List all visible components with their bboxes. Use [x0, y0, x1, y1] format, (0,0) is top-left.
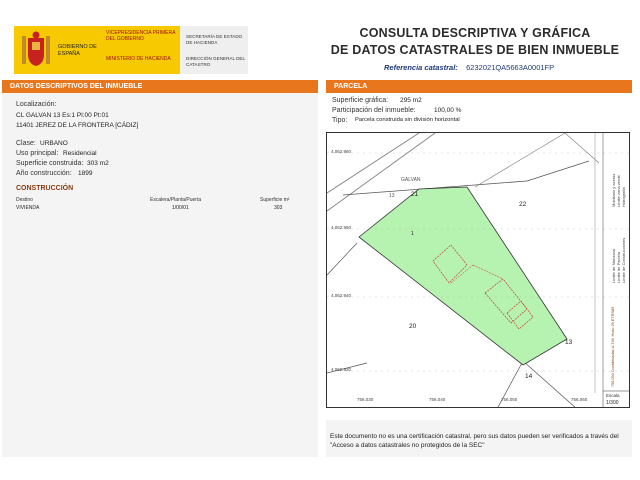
y-tick: 4.062.950 [331, 225, 352, 230]
location-label: Localización: [16, 101, 57, 108]
location-line-1: CL GALVAN 13 Es:1 Pl:00 Pt:01 [16, 112, 109, 119]
cadastral-reference-label: Referencia catastral: [384, 63, 458, 72]
x-tick: 756.060 [571, 397, 588, 402]
legend-item: Mobiliario y aceras [611, 173, 616, 207]
built-area-value: 303 m2 [87, 160, 109, 167]
coat-of-arms-icon [20, 30, 52, 70]
x-tick: 756.040 [429, 397, 446, 402]
title-line-2: DE DATOS CATASTRALES DE BIEN INMUEBLE [330, 43, 620, 57]
descriptive-data-header: DATOS DESCRIPTIVOS DEL INMUEBLE [2, 80, 318, 93]
participation-value: 100,00 % [434, 107, 462, 114]
built-area-label: Superficie construida: [16, 160, 84, 167]
type-value: Parcela construida sin división horizontal [355, 117, 460, 123]
disclaimer-note: Este documento no es una certificación catastral, pero sus datos pueden ser verificados a través del "Acceso a datos catastrales no protegidos de la SEC" [330, 433, 619, 449]
scale-label: Escala [606, 393, 620, 398]
class-value: URBANO [40, 140, 68, 147]
construction-section-title: CONSTRUCCIÓN [16, 185, 74, 192]
vicepresidency-name: VICEPRESIDENCIA PRIMERA DEL GOBIERNO [106, 30, 176, 42]
table-row-stair-floor-door: 1/00/01 [172, 205, 189, 211]
table-header-stair-floor-door: Escalera/Planta/Puerta [150, 197, 202, 203]
parcel-label-21: 21 [411, 191, 419, 198]
title-line-1: CONSULTA DESCRIPTIVA Y GRÁFICA [359, 26, 591, 40]
page-title [330, 25, 620, 59]
parcel-label-22: 22 [519, 201, 527, 208]
scale-value: 1/300 [606, 400, 619, 406]
directorate-name: DIRECCIÓN GENERAL DEL CATASTRO [186, 56, 245, 67]
legend-item: Límite de Manzana [611, 248, 616, 283]
street-number: 13 [389, 193, 395, 199]
use-value: Residencial [63, 150, 97, 157]
y-tick: 4.062.940 [331, 293, 352, 298]
legend-item: Límite zona verde [616, 175, 621, 207]
y-tick: 4.062.930 [331, 367, 352, 372]
location-line-2: 11401 JEREZ DE LA FRONTERA [CÁDIZ] [16, 122, 139, 129]
class-label: Clase: [16, 140, 36, 147]
descriptive-data-panel [2, 93, 318, 457]
year-built-label: Año construcción: [16, 170, 72, 177]
x-tick: 756.030 [357, 397, 374, 402]
table-row-surface: 303 [274, 205, 283, 211]
ministry-name: MINISTERIO DE HACIENDA [106, 56, 171, 62]
street-name: GALVAN [401, 177, 421, 183]
unit-label: 1 [411, 231, 414, 237]
legend-item: Hidrografía [621, 187, 626, 207]
government-name: GOBIERNO DE ESPAÑA [58, 44, 97, 57]
graphic-surface-label: Superficie gráfica: [332, 97, 389, 104]
graphic-surface-value: 295 m2 [400, 97, 422, 104]
participation-label: Participación del inmueble: [332, 107, 416, 114]
table-row-destination: VIVIENDA [16, 205, 40, 211]
type-label: Tipo: [332, 117, 348, 124]
parcel-label-20: 20 [409, 323, 417, 330]
parcel-label-13: 13 [565, 339, 573, 346]
use-label: Uso principal: [16, 150, 59, 157]
y-tick: 4.062.960 [331, 149, 352, 154]
x-tick: 756.050 [501, 397, 518, 402]
legend-item: Límite de Construcciones [621, 237, 626, 283]
map-legend [609, 135, 627, 285]
year-built-value: 1899 [78, 170, 93, 177]
cadastral-map[interactable] [326, 132, 630, 408]
table-header-destination: Destino [16, 197, 33, 203]
legend-item: Límite de Parcela [616, 251, 621, 283]
cadastral-map-drawing [327, 133, 630, 408]
parcel-header: PARCELA [326, 80, 632, 93]
cadastral-reference [384, 63, 554, 72]
table-header-surface: Superficie m² [260, 197, 290, 203]
parcel-label-14: 14 [525, 373, 533, 380]
cadastral-reference-value: 6232021QA5663A0001FP [466, 63, 555, 72]
secretariat-name: SECRETARÍA DE ESTADO DE HACIENDA [186, 34, 243, 45]
coordinates-note: 756.050 Coordenadas U.T.M. Huso 29 ETRS89 [611, 306, 615, 387]
government-logo-block [14, 26, 180, 74]
secretariat-block [180, 26, 248, 74]
